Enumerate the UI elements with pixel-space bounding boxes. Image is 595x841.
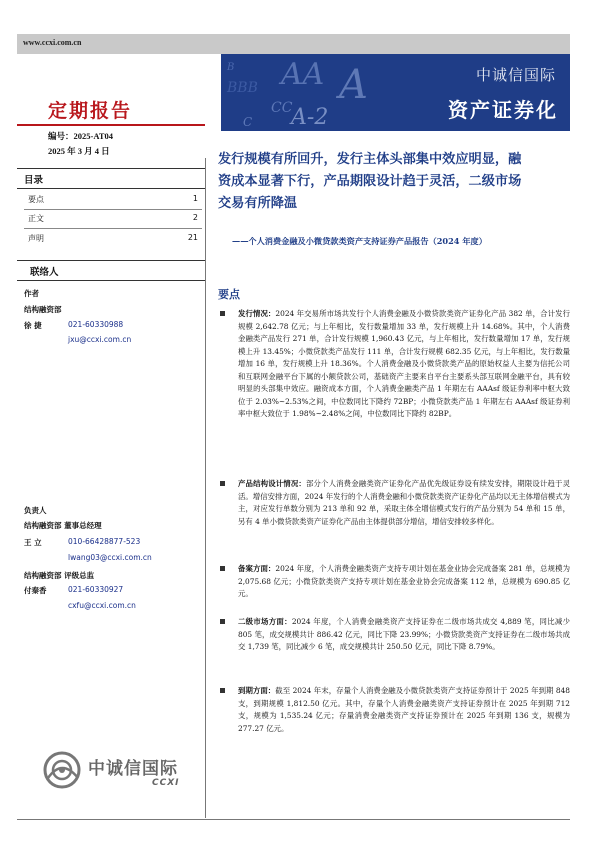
- leader2-role: 结构融资部 评级总监: [24, 571, 95, 580]
- ccxi-logo-icon: [40, 748, 86, 796]
- key-point-label: 产品结构设计情况：: [238, 479, 306, 488]
- page-title: [218, 149, 568, 215]
- toc-title-rule: [17, 188, 205, 189]
- key-point: [220, 308, 570, 421]
- contacts-title: 联络人: [30, 267, 59, 278]
- svg-text:AA: AA: [281, 57, 325, 92]
- brand-name: 中诚信国际: [475, 66, 556, 84]
- title-line: 发行规模有所回升，发行主体头部集中效应明显，融: [218, 152, 522, 167]
- key-point: [220, 685, 570, 735]
- title-line: 资成本显著下行，产品期限设计趋于灵活，二级市场: [218, 174, 522, 189]
- divider: [24, 228, 202, 229]
- key-point-label: 备案方面：: [238, 564, 276, 573]
- header-bar: [17, 34, 570, 54]
- toc-item-label: 声明: [28, 234, 44, 243]
- toc-item[interactable]: [24, 194, 202, 210]
- site-url[interactable]: www.ccxi.com.cn: [23, 38, 82, 47]
- svg-text:CC: CC: [271, 100, 293, 116]
- key-point-label: 发行情况：: [238, 309, 276, 318]
- section-name: 资产证券化: [448, 98, 558, 122]
- author-phone: 021-60330988: [68, 320, 124, 329]
- key-point: [220, 563, 570, 601]
- toc-item-page: 21: [187, 233, 198, 242]
- key-point-text: 2024 年度，个人消费金融类资产支持证券在二级市场共成交 4,889 笔，同比减少 805 笔，成交规模共计 886.42 亿元，同比下降 23.99%；小微贷款类资产支持证券在二级市场共成交 1,739 笔，同比减少 6 笔，成交规模共计 250.50 亿元，同比下降 8.79%。: [238, 617, 570, 651]
- brand-banner: [221, 54, 570, 131]
- bullet-icon: [220, 481, 225, 486]
- leaders-title: 负责人: [24, 506, 47, 515]
- contacts-top-rule: [17, 260, 205, 261]
- toc-item-label: 要点: [28, 195, 44, 204]
- leader1-phone: 010-66428877-523: [68, 537, 141, 546]
- toc-title: 目录: [24, 175, 44, 186]
- author-email[interactable]: jxu@ccxi.com.cn: [68, 335, 132, 344]
- svg-text:B: B: [227, 62, 235, 73]
- logo-text: 中诚信国际: [88, 759, 178, 779]
- key-point-text: 2024 年交易所市场共发行个人消费金融及小微贷款类资产证券化产品 382 单，合计发行规模 2,642.78 亿元；与上年相比，发行数量增加 33 单，发行规模上升 14.68%。其中，个人消费金融类产品发行 271 单，合计发行规模 1,960.43 亿元，与上年相比，发行数量增加 17 单，发行规模上升 13.45%；小微贷款类产品发行 111 单，合计发行规模 682.35 亿元，与上年相比，发行数量增加 16 单，发行规模上升 18.36%。个人消费金融及小微贷款类产品的原始权益人主要为信托公司和互联网金融平台下属的小额贷款公司，基础资产主要来自平台主要系头部互联网金融平台，具有较明显的头部集中效应。融资成本方面，个人消费金融类产品 1 年期左右 AAAsf 级证券利率中枢大致位于 2.03%~2.53%之间，中位数同比下降约 72BP；小微贷款类产品 1 年期左右 AAAsf 级证券利率中枢大致位于 1.98%~2.48%之间，中位数同比下降约 82BP。: [238, 309, 570, 418]
- author-name: 徐 捷: [24, 321, 42, 330]
- bullet-icon: [220, 688, 225, 693]
- svg-text:A: A: [339, 62, 368, 108]
- logo-text-en: CCXI: [152, 778, 180, 788]
- title-line: 交易有所降温: [218, 196, 298, 211]
- footer-rule: [17, 819, 570, 820]
- leader1-email[interactable]: lwang03@ccxi.com.cn: [68, 553, 152, 562]
- divider: [24, 209, 202, 210]
- key-point-text: 2024 年度，个人消费金融类资产支持专项计划在基金业协会完成备案 281 单，总规模为 2,075.68 亿元；小微贷款类资产支持专项计划在基金业协会完成备案 112 单，总规模为 690.85 亿元。: [238, 564, 570, 598]
- authors-title: 作者: [24, 289, 39, 298]
- report-type: 定期报告: [48, 100, 133, 122]
- leader1-role: 结构融资部 董事总经理: [24, 521, 102, 530]
- bullet-icon: [220, 619, 225, 624]
- title-rule: [17, 124, 205, 126]
- key-point: [220, 616, 570, 654]
- key-point-text: 截至 2024 年末，存量个人消费金融及小微贷款类资产支持证券预计于 2025 年到期 848 支，到期规模 1,812.50 亿元。其中，存量个人消费金融类资产支持证券预计在 2025 年到期 712 支，规模为 1,535.24 亿元；存量消费金融类资产支持证券预计在 2025 年到期 136 支，规模为 277.27 亿元。: [238, 686, 570, 733]
- key-point: [220, 478, 570, 528]
- toc-item-label: 正文: [28, 214, 44, 223]
- bullet-icon: [220, 566, 225, 571]
- toc-item[interactable]: [24, 233, 202, 249]
- leader2-email[interactable]: cxfu@ccxi.com.cn: [68, 601, 136, 610]
- bullet-icon: [220, 311, 225, 316]
- svg-text:A-2: A-2: [291, 105, 329, 130]
- key-point-text: 部分个人消费金融类资产证券化产品优先级证券设有续发安排，期限设计趋于灵活。增信安排方面，2024 年发行的个人消费金融和小微贷款类资产证券化产品均以无主体增信模式为主，对应发行单数分别为 213 单和 92 单，采取主体全增信模式发行的产品分别为 54 单和 15 单，另有 4 单小微贷款类资产证券化产品由主体提供部分增信，增信安排较多样化。: [238, 479, 570, 526]
- toc-item-page: 2: [192, 213, 198, 222]
- leader1-name: 王 立: [24, 538, 42, 547]
- key-point-label: 到期方面：: [238, 686, 276, 695]
- toc-top-rule: [17, 168, 205, 169]
- report-number: 编号：2025-AT04: [48, 131, 114, 141]
- svg-text:C: C: [243, 115, 253, 129]
- key-points-title: 要点: [218, 288, 240, 301]
- leader2-name: 付秦香: [24, 586, 47, 595]
- author-dept: 结构融资部: [24, 305, 62, 314]
- page-subtitle: ——个人消费金融及小微贷款类资产支持证券产品报告（2024 年度）: [232, 236, 487, 246]
- toc-item[interactable]: [24, 213, 202, 229]
- key-point-label: 二级市场方面：: [238, 617, 292, 626]
- leader2-phone: 021-60330927: [68, 585, 124, 594]
- sidebar-divider: [205, 158, 206, 818]
- toc-item-page: 1: [192, 194, 198, 203]
- contacts-title-rule: [17, 280, 205, 281]
- report-date: 2025 年 3 月 4 日: [48, 146, 110, 156]
- svg-text:BBB: BBB: [227, 80, 258, 96]
